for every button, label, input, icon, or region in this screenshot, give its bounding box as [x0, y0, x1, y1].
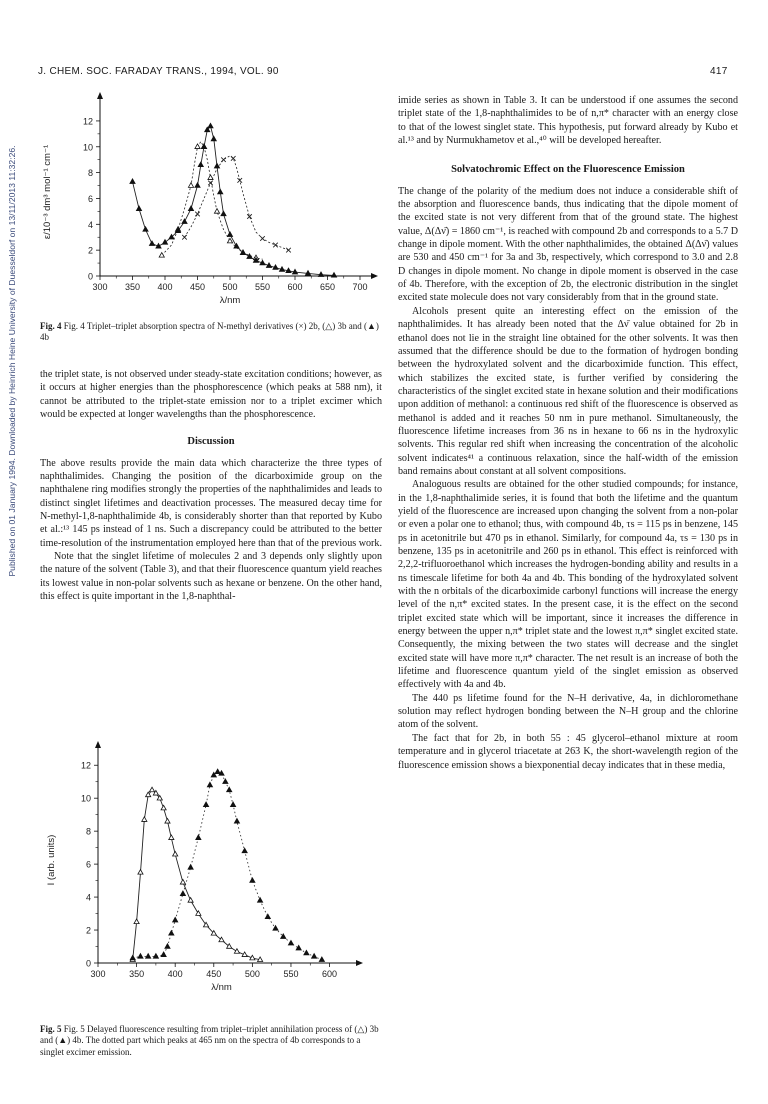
right-para-2: The change of the polarity of the medium does not induce a considerable shift of the absorption and fluorescence bands, thus indicating that the dipole moment of the excited state is not very different from that of the ground state. The highest value, Δ(Δν̄) = 1860 cm⁻¹, is reached with compound 2b and corresponds to a 5.7 D change in dipole moment. With the other naphthalimides, the obtained Δ(Δν̄) values are 530 and 450 cm⁻¹ for 3a and 3b, respectively, which correspond to 3.0 and 2.8 D changes in dipole moment. No change in dipole moment is observed in the case of 4b. Therefore, with the exception of 2b, the electronic distribution in the singlet excited state molecule does not vary considerably from that in the ground state. — [398, 185, 738, 304]
fig4-x-tick-label: 300 — [92, 282, 108, 292]
fig4-data-point — [130, 179, 135, 184]
fig5-data-point — [203, 802, 208, 807]
fig5-data-point — [180, 891, 185, 896]
fig4-x-tick-label: 550 — [254, 282, 271, 292]
fig4-data-point — [208, 181, 213, 186]
fig5-x-tick-label: 400 — [167, 969, 183, 979]
fig5-data-point — [288, 940, 293, 945]
right-para-5: The 440 ps lifetime found for the N–H derivative, 4a, in dichloromethane solution may reflect hydrogen bonding between the N–H group and the chlorine atom of the solvent. — [398, 692, 738, 731]
fig5-data-point — [149, 787, 154, 792]
fig4-data-point — [273, 243, 278, 248]
fig5-data-point — [265, 914, 270, 919]
fig4-data-point — [214, 209, 219, 214]
fig4-x-tick-label: 700 — [352, 282, 368, 292]
fig5-data-point — [223, 779, 228, 784]
fig5-data-point — [138, 870, 143, 875]
fig4-data-point — [162, 240, 167, 245]
left-column — [40, 368, 382, 604]
fig4-data-point — [198, 162, 203, 167]
fig5-data-point — [134, 919, 139, 924]
fig5-data-point — [180, 879, 185, 884]
fig4-data-point — [143, 227, 148, 232]
fig4-data-point — [218, 189, 223, 194]
fig5-data-point — [165, 818, 170, 823]
fig4-x-tick-label: 400 — [157, 282, 173, 292]
fig4-data-point — [221, 157, 226, 162]
right-para-4: Analoguous results are obtained for the other studied compounds; for instance, in the 1,8-naphthalimide series, it is found that both the lifetime and the quantum yield of the fluorescence are increased upon changing the solvent from a non-polar or even a polar one to ethanol; thus, with compound 4b, τs = 115 ps in benzene, 145 ps in acetonitrile but 470 ps in ethanol. Similarly, for compound 4a, τs = 130 ps in benzene, 135 ps in acetonitrile and 260 ps in ethanol. This effect is reinforced with 2,2,2-trifluoroethanol which increases the hydrogen-bonding ability and results in a ns timescale lifetime for both 4a and 4b. This bonding of the hydroxylated solvent with the n orbitals of the dicarboximide carbonyl functions will increase the energy level of the n,π* excited states. In the present case, it is the effect on the second triplet excited state which will be important, since it increases the difference in energy between the upper n,π* triplet state and the lowest π,π* singlet excited state. Consequently, the mixing between the two states will decrease and the singlet excited state will have more π,π* character. The net result is an increase of both the lifetime and fluorescence quantum yield of the singlet emission as observed effectively with 4a and 4b. — [398, 479, 738, 691]
journal-header: J. CHEM. SOC. FARADAY TRANS., 1994, VOL. 90 — [38, 66, 279, 77]
fig4-data-point — [149, 241, 154, 246]
fig4-data-point — [195, 183, 200, 188]
fig5-data-point — [215, 769, 220, 774]
fig5-data-point — [169, 931, 174, 936]
fig5-data-point — [146, 954, 151, 959]
fig4-data-point — [221, 211, 226, 216]
fig5-data-point — [196, 835, 201, 840]
fig4-series-line — [162, 142, 263, 260]
fig5-y-tick-label: 0 — [85, 958, 91, 969]
figure-4 — [40, 86, 380, 319]
fig5-caption-text: Fig. 5 Delayed fluorescence resulting from triplet–triplet annihilation process of (△) 3b and (▲) 4b. The dotted part which peaks at 465 nm on the spectra of 4b corresponds to a singlet excimer emission. — [40, 1024, 379, 1057]
fig5-series-line — [133, 790, 260, 960]
fig5-x-tick-label: 300 — [90, 969, 106, 979]
fig5-data-point — [169, 835, 174, 840]
fig4-x-tick-label: 350 — [124, 282, 141, 292]
fig4-x-arrow — [371, 273, 378, 279]
fig5-data-point — [138, 954, 143, 959]
fig4-chart — [40, 86, 380, 314]
fig5-data-point — [230, 802, 235, 807]
fig4-series-line — [133, 126, 335, 275]
fig5-y-tick-label: 10 — [80, 793, 91, 804]
fig5-data-point — [161, 805, 166, 810]
left-para-2: The above results provide the main data which characterize the three types of naphthalimides. Changing the position of the dicarboximide group on the naphthalene ring modifies strongly the properties of the naphthalimides and leads to distinct singlet lifetimes and deactivation processes. The measured decay time for N-methyl-1,8-naphthalimide 4b, is considerably shorter than that reported by Kubo et al.:¹³ 145 ps instead of 1 ns. Such a discrepancy could be attributed to the better time-resolution of the instrumentation employed here than that of the previous work. — [40, 457, 382, 549]
fig4-x-tick-label: 650 — [319, 282, 336, 292]
fig4-y-tick-label: 4 — [87, 219, 93, 230]
fig4-x-tick-label: 600 — [287, 282, 303, 292]
fig4-y-tick-label: 0 — [87, 271, 93, 282]
fig4-y-tick-label: 2 — [87, 245, 93, 256]
fig5-x-arrow — [356, 960, 363, 966]
right-para-6: The fact that for 2b, in both 55 : 45 glycerol–ethanol mixture at room temperature and in glycerol triacetate at 263 K, the short-wavelength region of the fluorescence emission shows a biexponential decay indicates that in these media, — [398, 732, 738, 771]
fig4-data-point — [286, 248, 291, 253]
fig4-data-point — [227, 238, 232, 243]
fig5-y-arrow — [95, 741, 101, 748]
fig4-y-tick-label: 10 — [82, 142, 93, 153]
left-para-1: the triplet state, is not observed under steady-state excitation conditions; however, as it occurs at higher energies than the phosphorescence (which peaks at 588 nm), it cannot be attributed to the triplet-state emission nor to a triplet excimer which would be expected at longer wavelengths than the phosphorescence. — [40, 369, 382, 421]
fig4-x-label: λ/nm — [219, 295, 241, 306]
fig4-caption-text: Fig. 4 Triplet–triplet absorption spectra of N-methyl derivatives (×) 2b, (△) 3b and (▲) 4b — [40, 321, 379, 343]
fig5-data-point — [188, 898, 193, 903]
fig5-data-point — [257, 898, 262, 903]
fig5-data-point — [234, 818, 239, 823]
discussion-heading: Discussion — [187, 436, 235, 448]
fig5-y-tick-label: 4 — [85, 892, 91, 903]
fig4-data-point — [188, 183, 193, 188]
fig5-y-tick-label: 8 — [85, 826, 91, 837]
fig5-y-tick-label: 2 — [85, 925, 91, 936]
fig4-data-point — [195, 144, 200, 149]
fig5-data-point — [304, 950, 309, 955]
fig4-data-point — [201, 144, 206, 149]
fig4-data-point — [136, 206, 141, 211]
fig5-data-point — [227, 787, 232, 792]
fig5-data-point — [312, 954, 317, 959]
download-watermark: Published on 01 January 1994. Downloaded by Heinrich Heine University of Duesseldorf on 13/11/2013 11:32:26. — [7, 145, 17, 577]
fig5-data-point — [207, 782, 212, 787]
fig5-data-point — [173, 851, 178, 856]
page-number: 417 — [710, 66, 728, 77]
right-column — [398, 94, 738, 772]
fig5-data-point — [250, 878, 255, 883]
left-para-3: Note that the singlet lifetime of molecules 2 and 3 depends only slightly upon the nature of the solvent (Table 3), and that their fluorescence quantum yield reaches its lowest value in non-polar solvents such as hexane or benzene. On the other hand, this effect is quite important in the 1,8-naphthal- — [40, 551, 382, 603]
fig4-data-point — [260, 236, 265, 241]
fig5-x-tick-label: 350 — [129, 969, 145, 979]
fig5-data-point — [188, 865, 193, 870]
fig4-data-point — [182, 235, 187, 240]
fig5-x-tick-label: 450 — [206, 969, 222, 979]
fig5-data-point — [130, 955, 135, 960]
fig5-caption: Fig. 5 Fig. 5 Delayed fluorescence resulting from triplet–triplet annihilation process of (△) 3b and (▲) 4b. The dotted part which peaks at 465 nm on the spectra of 4b corresponds to a singlet excimer emission. — [40, 1024, 379, 1057]
fig5-y-label: I (arb. units) — [46, 834, 57, 886]
fig5-data-point — [196, 911, 201, 916]
fig4-data-point — [208, 175, 213, 180]
fig4-y-tick-label: 6 — [87, 193, 93, 204]
fig5-data-point — [242, 848, 247, 853]
fig5-y-tick-label: 6 — [85, 859, 91, 870]
fig4-x-tick-label: 500 — [222, 282, 238, 292]
fig4-data-point — [211, 136, 216, 141]
figure-5 — [40, 735, 380, 1020]
fig4-data-point — [227, 232, 232, 237]
fig5-data-point — [296, 945, 301, 950]
fig4-caption: Fig. 4 Fig. 4 Triplet–triplet absorption spectra of N-methyl derivatives (×) 2b, (△) 3b and (▲) 4b — [40, 321, 379, 343]
fig5-data-point — [142, 817, 147, 822]
fig5-y-tick-label: 12 — [80, 760, 91, 771]
fig4-y-label: ε/10⁻³ dm³ mol⁻¹ cm⁻¹ — [42, 144, 53, 240]
fig4-data-point — [214, 163, 219, 168]
fig4-y-tick-label: 8 — [87, 168, 93, 179]
fig4-data-point — [159, 253, 164, 258]
solvatochromic-heading: Solvatochromic Effect on the Fluorescence Emission — [451, 164, 685, 176]
fig4-x-tick-label: 450 — [189, 282, 206, 292]
fig4-y-arrow — [97, 92, 103, 99]
fig5-chart — [40, 735, 380, 1015]
fig4-y-tick-label: 12 — [82, 116, 93, 127]
fig5-x-tick-label: 600 — [322, 969, 338, 979]
fig5-data-point — [273, 926, 278, 931]
fig5-x-label: λ/nm — [211, 982, 232, 993]
fig4-data-point — [188, 206, 193, 211]
fig5-data-point — [319, 957, 324, 962]
fig5-data-point — [173, 917, 178, 922]
fig5-data-point — [161, 952, 166, 957]
fig4-data-point — [231, 156, 236, 161]
fig5-x-tick-label: 550 — [283, 969, 299, 979]
fig4-data-point — [247, 214, 252, 219]
fig5-data-point — [165, 944, 170, 949]
fig4-data-point — [182, 219, 187, 224]
fig4-data-point — [208, 123, 213, 128]
right-para-1: imide series as shown in Table 3. It can be understood if one assumes the second triplet state of the 1,8-naphthalimides to be of n,π* character with an energy close to that of the lowest singlet state. This hypothesis, put forward already by Kubo et al.¹³ and by Nurmukhametov et al.,⁴⁰ will be developed hereafter. — [398, 95, 738, 147]
right-para-3: Alcohols present quite an interesting effect on the emission of the naphthalimides. It has already been noted that the Δν̄ value obtained for 2b in ethanol does not lie in the straight line obtained for the other solvents. It was then assumed that the difference should be due to the formation of hydrogen bonding between the hydroxylated solvent and the dicarboximide function. This effect, which stabilizes the excited state, is further verified by considering the characteristics of the singlet excited state in hexane solution and their modifications upon addition of methanol: a continuous red shift of the fluorescence is observed as methanol is added and it reaches 50 nm in pure methanol. Simultaneously, the fluorescence lifetime increases from 36 ns in hexane to 66 ns in the hydroxylic solvents. This regular red shift when increasing the concentration of the alcoholic solvent indicates⁴¹ a continuous relaxation, since the half-width of the emission band remains about constant at all solvent compositions. — [398, 305, 738, 477]
fig5-data-point — [234, 949, 239, 954]
fig5-x-tick-label: 500 — [244, 969, 260, 979]
fig4-data-point — [195, 212, 200, 217]
